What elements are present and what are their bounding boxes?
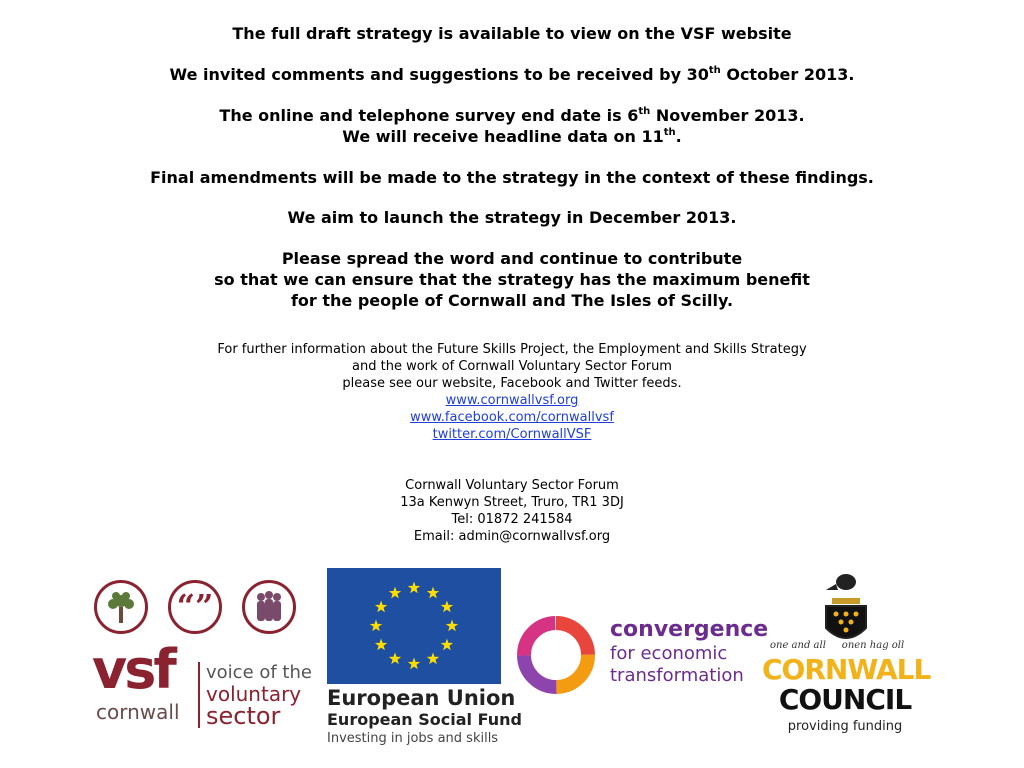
eu-star-icon [441,639,453,651]
vsf-tagline-1: voice of the [206,662,312,683]
cornwall-funding: providing funding [787,719,903,734]
info-line-2: and the work of Cornwall Voluntary Sector Forum [352,359,672,374]
info-line-1: For further information about the Future Skills Project, the Employment and Skills Strategy [217,342,807,357]
contact-address: 13a Kenwyn Street, Truro, TR1 3DJ [400,495,624,510]
convergence-logo [514,613,769,703]
eu-star-icon [389,652,401,664]
vsf-logo [92,578,312,728]
eu-star-icon [389,587,401,599]
crest-icon [762,570,928,650]
line-launch: We aim to launch the strategy in December 2013. [287,208,737,227]
tree-icon [94,580,148,634]
eu-fund: European Social Fund [327,710,522,729]
vsf-divider [198,662,200,728]
convergence-title: convergence [610,617,769,642]
eu-star-icon [370,620,382,632]
contact-name: Cornwall Voluntary Sector Forum [405,478,619,493]
contact-tel: Tel: 01872 241584 [451,512,573,527]
line-spread-1: Please spread the word and continue to contribute [281,249,743,268]
vsf-tagline-2: voluntary [206,682,302,706]
eu-stars-icon [327,568,501,684]
eu-logo [327,568,522,750]
line-spread-3: for the people of Cornwall and The Isles of Scilly. [290,291,734,310]
vsf-wordmark: vsf [92,638,174,701]
convergence-swirl-icon [514,613,598,697]
eu-flag [327,568,501,684]
vsf-cornwall: cornwall [96,700,180,724]
eu-star-icon [427,587,439,599]
cornwall-name-1: CORNWALL [762,653,931,686]
contact-email: Email: admin@cornwallvsf.org [413,529,611,544]
eu-star-icon [408,658,420,670]
convergence-line2: for economic [610,643,728,664]
line-spread-2: so that we can ensure that the strategy has the maximum benefit [214,270,810,289]
eu-star-icon [441,601,453,613]
eu-star-icon [375,639,387,651]
info-line-3: please see our website, Facebook and Twitter feeds. [342,376,682,391]
eu-star-icon [408,582,420,594]
line-website: The full draft strategy is available to view on the VSF website [232,24,792,43]
facebook-link[interactable]: www.facebook.com/cornwallvsf [410,410,614,425]
quote-icon: “” [168,580,222,634]
cornwall-council-logo [762,570,931,740]
people-icon [242,580,296,634]
link-row-twitter [0,426,1024,443]
cornwall-name-2: COUNCIL [778,683,912,716]
eu-title: European Union [327,686,516,710]
website-link[interactable]: www.cornwallvsf.org [445,393,579,408]
cornwall-motto: one and all onen hag oll [770,640,905,651]
eu-star-icon [375,601,387,613]
vsf-tagline-3: sector [206,702,281,730]
eu-star-icon [427,652,439,664]
link-row-facebook [0,409,1024,426]
eu-tagline: Investing in jobs and skills [327,731,499,746]
eu-star-icon [446,620,458,632]
line-comments: We invited comments and suggestions to be received by 30th October 2013. [169,64,855,84]
convergence-line3: transformation [610,665,744,686]
line-amendments: Final amendments will be made to the strategy in the context of these findings. [150,168,874,187]
line-headline-data: We will receive headline data on 11th. [342,126,682,146]
line-survey: The online and telephone survey end date is 6th November 2013. [219,105,805,125]
twitter-link[interactable]: twitter.com/CornwallVSF [432,427,592,442]
link-row-website [0,392,1024,409]
